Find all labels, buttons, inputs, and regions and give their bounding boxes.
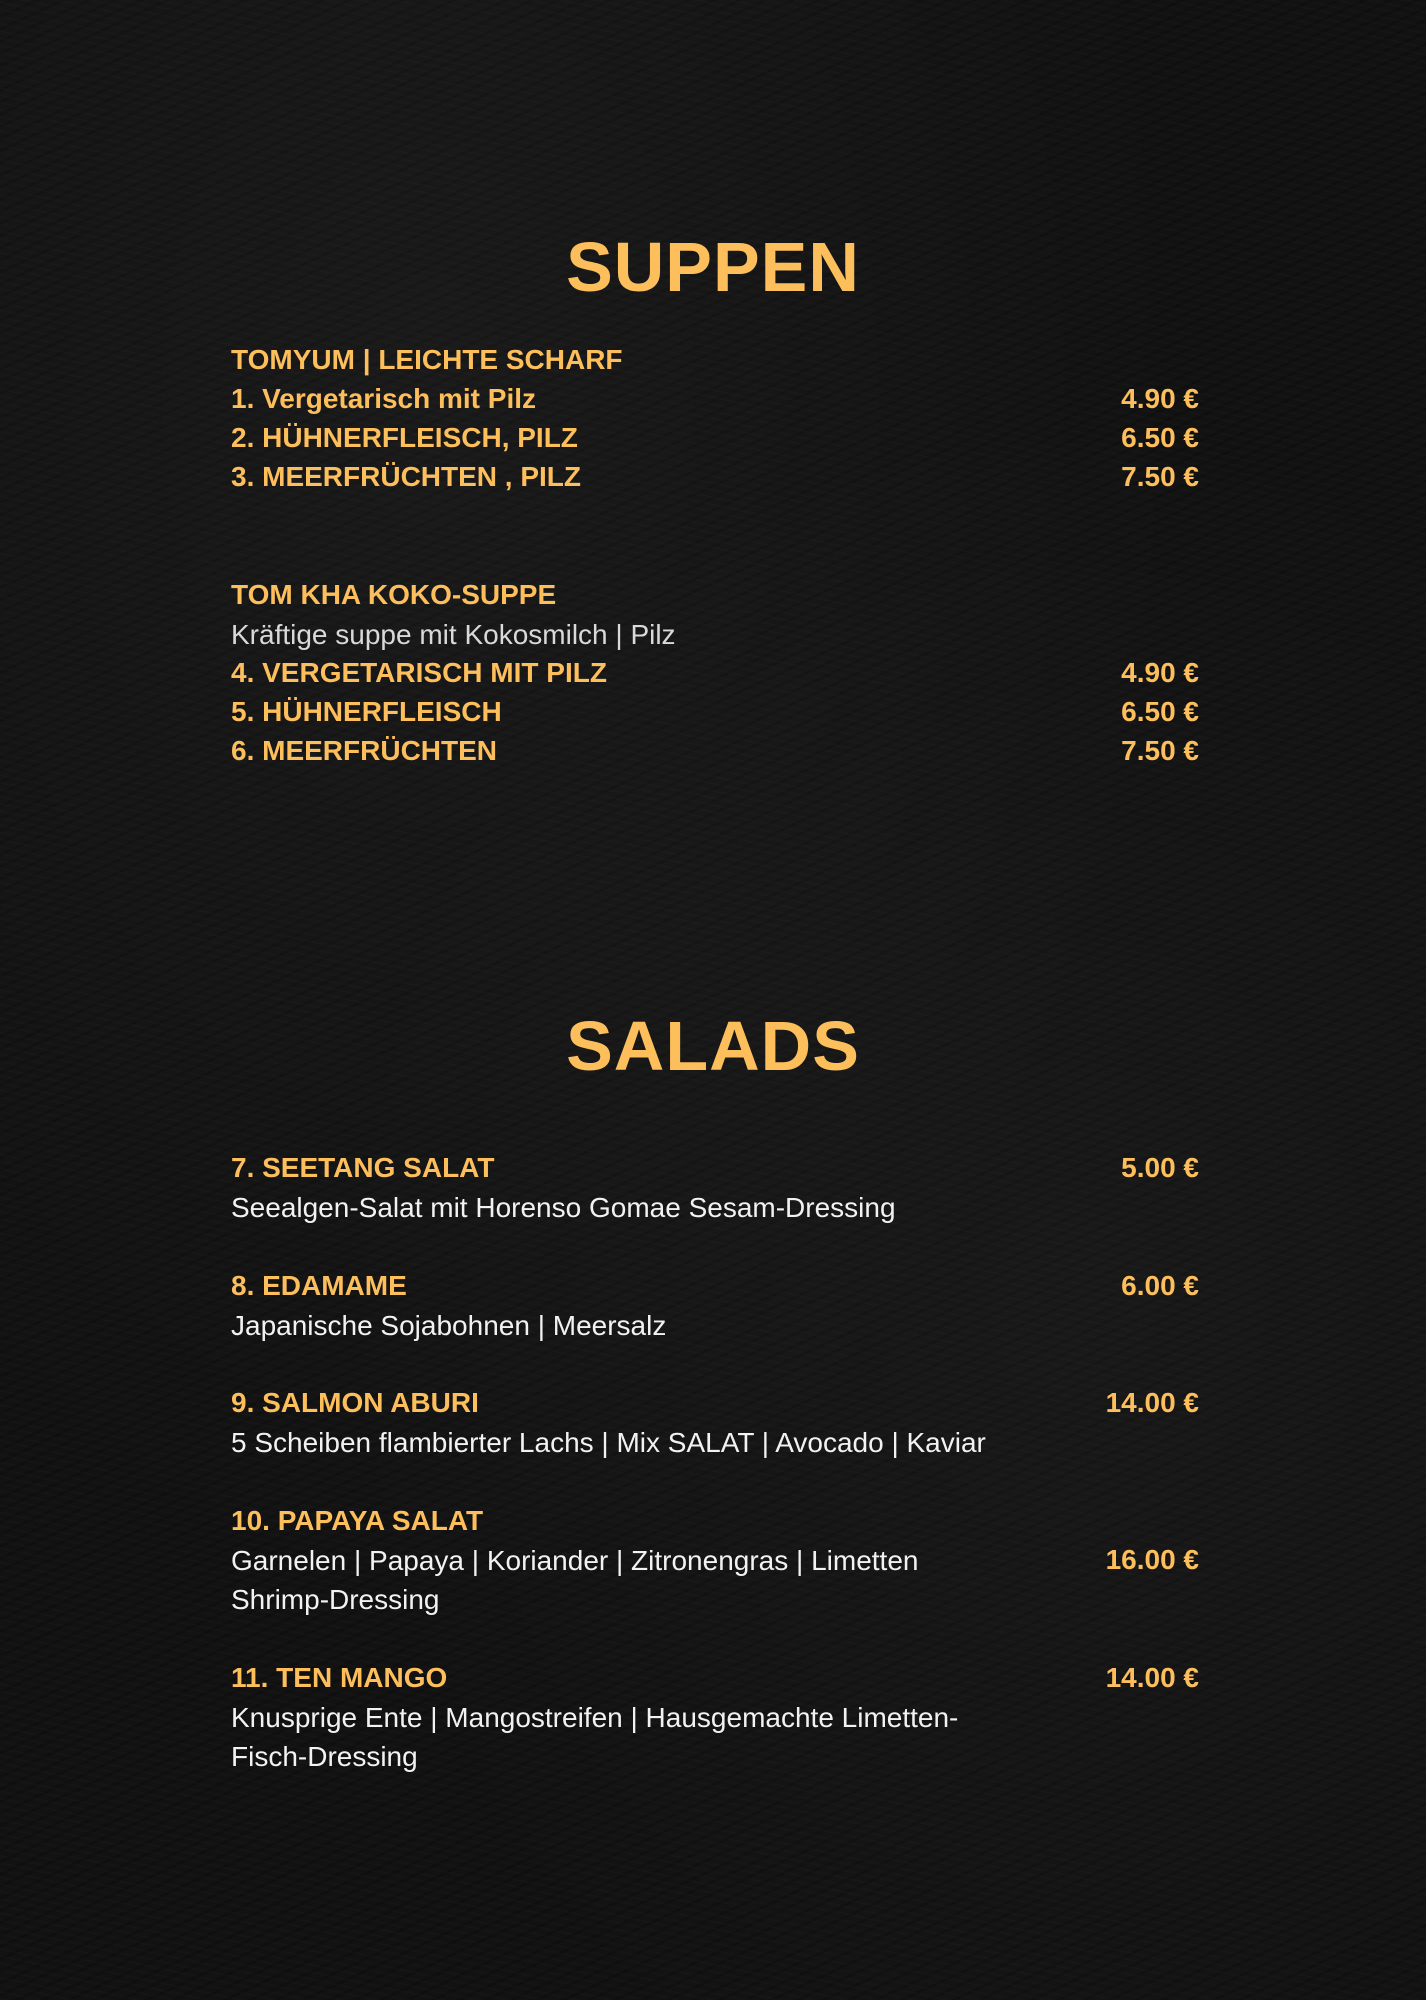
item-price: 4.90 € [1121, 383, 1199, 414]
menu-item-2 [231, 419, 1199, 457]
item-description: Knusprige Ente | Mangostreifen | Hausgemachte Limetten- [231, 1702, 959, 1733]
item-price: 7.50 € [1121, 735, 1199, 766]
item-price: 6.00 € [1121, 1270, 1199, 1301]
menu-item-7 [231, 1149, 1199, 1187]
menu-item-6 [231, 732, 1199, 770]
item-name: 3. MEERFRÜCHTEN , PILZ [231, 461, 582, 492]
item-description: Seealgen-Salat mit Horenso Gomae Sesam-Dressing [231, 1192, 896, 1223]
item-description: Garnelen | Papaya | Koriander | Zitronengras | Limetten [231, 1545, 919, 1576]
item-name: 4. VERGETARISCH MIT PILZ [231, 657, 607, 688]
tomkha-description: Kräftige suppe mit Kokosmilch | Pilz [231, 619, 676, 650]
item-name: 9. SALMON ABURI [231, 1387, 479, 1418]
item-name: 10. PAPAYA SALAT [231, 1505, 484, 1536]
menu-item-3 [231, 458, 1199, 496]
item-price: 4.90 € [1121, 657, 1199, 688]
section-title-salads: SALADS [566, 1007, 860, 1085]
item-name: 1. Vergetarisch mit Pilz [231, 383, 537, 414]
item-price: 14.00 € [1105, 1662, 1199, 1693]
tomyum-heading: TOMYUM | LEICHTE SCHARF [231, 344, 623, 375]
item-price: 6.50 € [1121, 696, 1199, 727]
item-description: Japanische Sojabohnen | Meersalz [231, 1310, 667, 1341]
item-name: 5. HÜHNERFLEISCH [231, 696, 502, 727]
price-row-10 [1085, 1541, 1199, 1579]
item-name: 11. TEN MANGO [231, 1662, 448, 1693]
section-title-suppen: SUPPEN [566, 228, 860, 306]
menu-item-10 [231, 1502, 1199, 1540]
tomkha-heading: TOM KHA KOKO-SUPPE [231, 579, 557, 610]
item-name: 6. MEERFRÜCHTEN [231, 735, 498, 766]
item-name: 2. HÜHNERFLEISCH, PILZ [231, 422, 578, 453]
item-price: 5.00 € [1121, 1152, 1199, 1183]
tomyum-heading-row [231, 341, 1199, 379]
item-name: 8. EDAMAME [231, 1270, 407, 1301]
item-price: 16.00 € [1105, 1544, 1199, 1575]
item-price: 14.00 € [1105, 1387, 1199, 1418]
menu-item-5 [231, 693, 1199, 731]
menu-item-4 [231, 654, 1199, 692]
menu-item-9 [231, 1384, 1199, 1422]
item-name: 7. SEETANG SALAT [231, 1152, 495, 1183]
menu-item-1 [231, 380, 1199, 418]
menu-item-8 [231, 1267, 1199, 1305]
item-description: 5 Scheiben flambierter Lachs | Mix SALAT | Avocado | Kaviar [231, 1427, 986, 1458]
tomkha-heading-row [231, 576, 1199, 614]
menu-item-11 [231, 1659, 1199, 1697]
item-description: Shrimp-Dressing [231, 1584, 440, 1615]
item-price: 6.50 € [1121, 422, 1199, 453]
item-description: Fisch-Dressing [231, 1741, 418, 1772]
item-price: 7.50 € [1121, 461, 1199, 492]
